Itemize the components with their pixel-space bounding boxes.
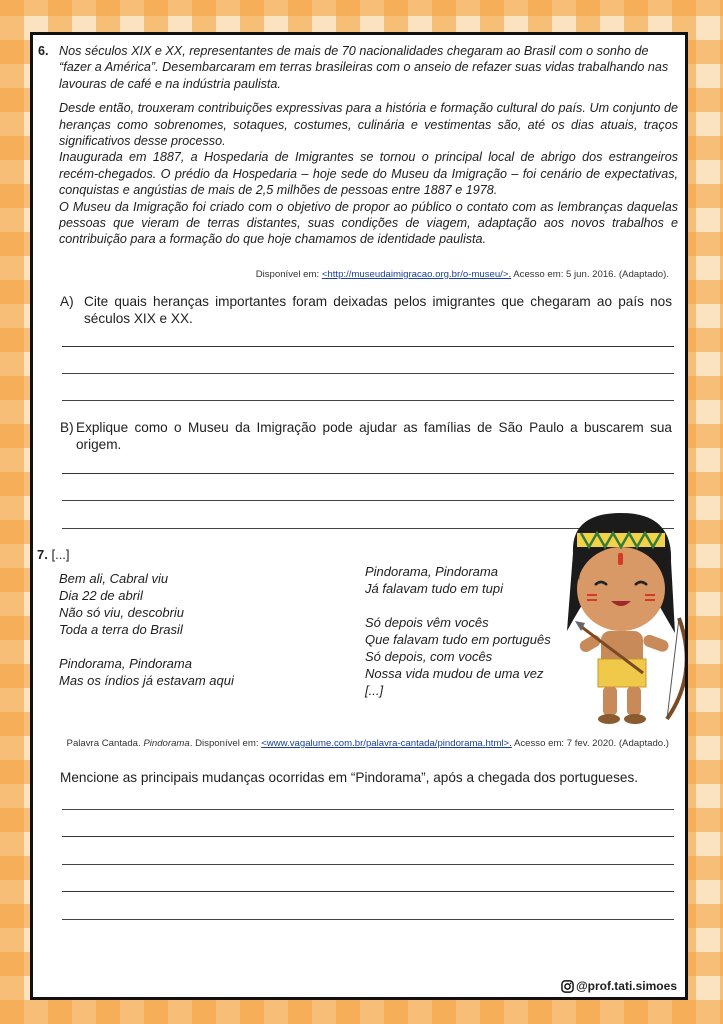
answer-line[interactable]: [62, 346, 674, 347]
excerpt-paragraph: Inaugurada em 1887, a Hospedaria de Imigrantes se tornou o principal local de abrigo dos estrangeiros recém-chegados. O prédio da Hospedaria – hoje sede do Museu da Imigração – foi cenário de expectativas, conquistas e angústias de mais de 2,5 milhões de pessoas entre 1887 e 1978.: [59, 150, 678, 198]
indigenous-child-illustration: [551, 513, 688, 728]
source-link[interactable]: <http://museudaimigracao.org.br/o-museu/>.: [321, 269, 512, 280]
item-a-text: Cite quais heranças importantes foram deixadas pelos imigrantes que chegaram ao país nos séculos XIX e XX.: [84, 294, 672, 326]
poem-line: Nossa vida mudou de uma vez: [365, 666, 544, 681]
poem-line: Pindorama, Pindorama: [59, 656, 192, 671]
answer-line[interactable]: [62, 864, 674, 865]
worksheet: [30, 32, 688, 1000]
source-prefix: Disponível em:: [255, 269, 322, 280]
poem-line: Pindorama, Pindorama: [365, 564, 498, 579]
poem-line: Não só viu, descobriu: [59, 605, 185, 620]
answer-line[interactable]: [62, 373, 674, 374]
source-author: Palavra Cantada.: [66, 738, 144, 749]
question-6-source: [256, 269, 669, 280]
poem-right-stanza: [365, 563, 551, 699]
answer-line[interactable]: [62, 400, 674, 401]
question-7-source: [67, 738, 669, 749]
item-a-letter: A): [60, 294, 74, 309]
question-7-label: 7.: [37, 547, 48, 562]
excerpt-paragraph: O Museu da Imigração foi criado com o objetivo de propor ao público o contato com as lembranças daquelas pessoas que vieram de terras distantes, suas condições de viagem, adaptação aos novos trabalhos e contribuição para a formação do que hoje chamamos de identidade paulista.: [59, 199, 678, 247]
question-7-ellipsis: [...]: [51, 547, 70, 562]
item-a: [60, 293, 672, 327]
item-b-text: Explique como o Museu da Imigração pode ajudar as famílias de São Paulo a buscarem sua origem.: [76, 420, 672, 452]
source-suffix: Acesso em: 5 jun. 2016. (Adaptado).: [511, 269, 669, 280]
answer-line[interactable]: [62, 500, 674, 501]
question-6-intro: Nos séculos XIX e XX, representantes de mais de 70 nacionalidades chegaram ao Brasil com o sonho de “fazer a América”. Desembarcaram em terras brasileiras com o anseio de refazer suas vidas trabalhando nas lavouras de café e na indústria paulista.: [59, 44, 669, 91]
poem-line: Só depois vêm vocês: [365, 615, 489, 630]
item-b: [60, 419, 672, 453]
poem-line: Toda a terra do Brasil: [59, 622, 183, 637]
instagram-icon: [561, 980, 574, 993]
question-6-number: 6.: [38, 44, 49, 58]
poem-line: Dia 22 de abril: [59, 588, 143, 603]
poem-line: Bem ali, Cabral viu: [59, 571, 169, 586]
answer-line[interactable]: [62, 919, 674, 920]
question-6: [38, 43, 678, 248]
answer-line[interactable]: [62, 836, 674, 837]
answer-line[interactable]: [62, 891, 674, 892]
source-link[interactable]: <www.vagalume.com.br/palavra-cantada/pindorama.html>.: [261, 738, 512, 749]
poem-line: [365, 597, 551, 614]
instagram-handle: @prof.tati.simoes: [575, 979, 677, 993]
instagram-credit: [561, 979, 677, 993]
source-title: Pindorama: [143, 738, 190, 749]
excerpt-paragraph: Desde então, trouxeram contribuições expressivas para a história e formação cultural do país. Um conjunto de heranças como sobrenomes, sotaques, costumes, culinária e vestimentas são, até os dias atuais, traços significativos desse processo.: [59, 101, 678, 149]
poem-left-stanza: [59, 570, 234, 689]
source-mid: . Disponível em:: [189, 738, 262, 749]
poem-line: [59, 638, 234, 655]
answer-line[interactable]: [62, 473, 674, 474]
source-suffix: Acesso em: 7 fev. 2020. (Adaptado.): [511, 738, 669, 749]
poem-line: Só depois, com vocês: [365, 649, 493, 664]
poem-line: Já falavam tudo em tupi: [365, 581, 504, 596]
poem-line: Que falavam tudo em português: [365, 632, 551, 647]
answer-line[interactable]: [62, 809, 674, 810]
poem-line: Mas os índios já estavam aqui: [59, 673, 234, 688]
item-b-letter: B): [60, 420, 74, 435]
question-7-number: [37, 547, 70, 562]
poem-line: [...]: [365, 683, 384, 698]
question-7-prompt: Mencione as principais mudanças ocorridas em “Pindorama”, após a chegada dos portugueses.: [60, 770, 639, 785]
question-6-excerpt: [59, 100, 678, 248]
